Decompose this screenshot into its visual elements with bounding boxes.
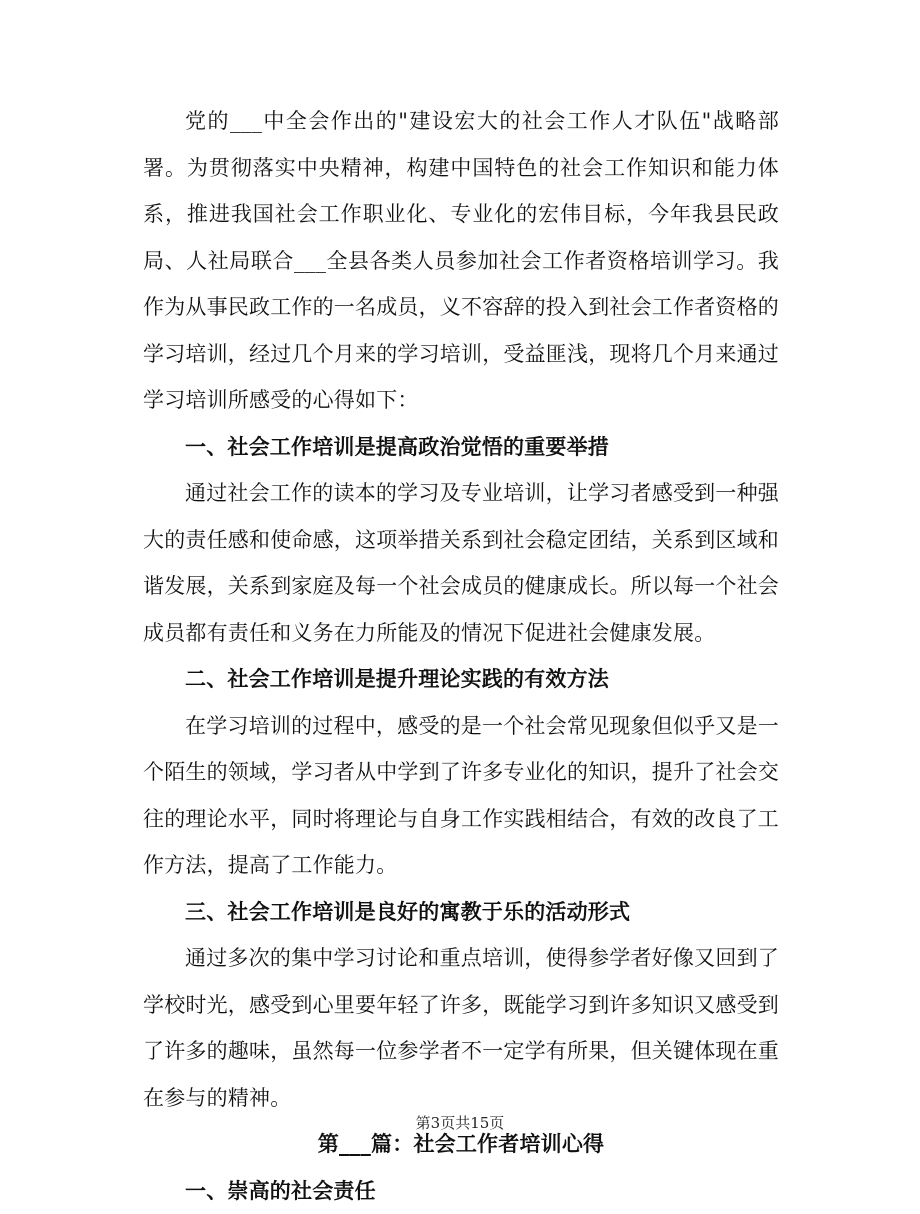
section-heading-4: 一、崇高的社会责任 <box>143 1168 779 1214</box>
chapter-title: 第___篇：社会工作者培训心得 <box>143 1121 779 1168</box>
intro-paragraph: 党的___中全会作出的"建设宏大的社会工作人才队伍"战略部署。为贯彻落实中央精神，构建中国特色的社会工作知识和能力体系，推进我国社会工作职业化、专业化的宏伟目标，今年我县民政局、人社局联合___全县各类人员参加社会工作者资格培训学习。我作为从事民政工作的一名成员，义不容辞的投入到社会工作者资格的学习培训，经过几个月来的学习培训，受益匪浅，现将几个月来通过学习培训所感受的心得如下： <box>143 98 779 424</box>
section-heading-3: 三、社会工作培训是良好的寓教于乐的活动形式 <box>143 889 779 936</box>
document-body <box>143 98 779 1214</box>
section-paragraph-1: 通过社会工作的读本的学习及专业培训，让学习者感受到一种强大的责任感和使命感，这项举措关系到社会稳定团结，关系到区域和谐发展，关系到家庭及每一个社会成员的健康成长。所以每一个社会成员都有责任和义务在力所能及的情况下促进社会健康发展。 <box>143 470 779 656</box>
section-paragraph-2: 在学习培训的过程中，感受的是一个社会常见现象但似乎又是一个陌生的领域，学习者从中学到了许多专业化的知识，提升了社会交往的理论水平，同时将理论与自身工作实践相结合，有效的改良了工作方法，提高了工作能力。 <box>143 703 779 889</box>
section-heading-1: 一、社会工作培训是提高政治觉悟的重要举措 <box>143 424 779 471</box>
section-heading-2: 二、社会工作培训是提升理论实践的有效方法 <box>143 656 779 703</box>
section-paragraph-3: 通过多次的集中学习讨论和重点培训，使得参学者好像又回到了学校时光，感受到心里要年轻了许多，既能学习到许多知识又感受到了许多的趣味，虽然每一位参学者不一定学有所果，但关键体现在重在参与的精神。 <box>143 935 779 1121</box>
page-number-footer: 第3页共15页 <box>0 1112 920 1133</box>
